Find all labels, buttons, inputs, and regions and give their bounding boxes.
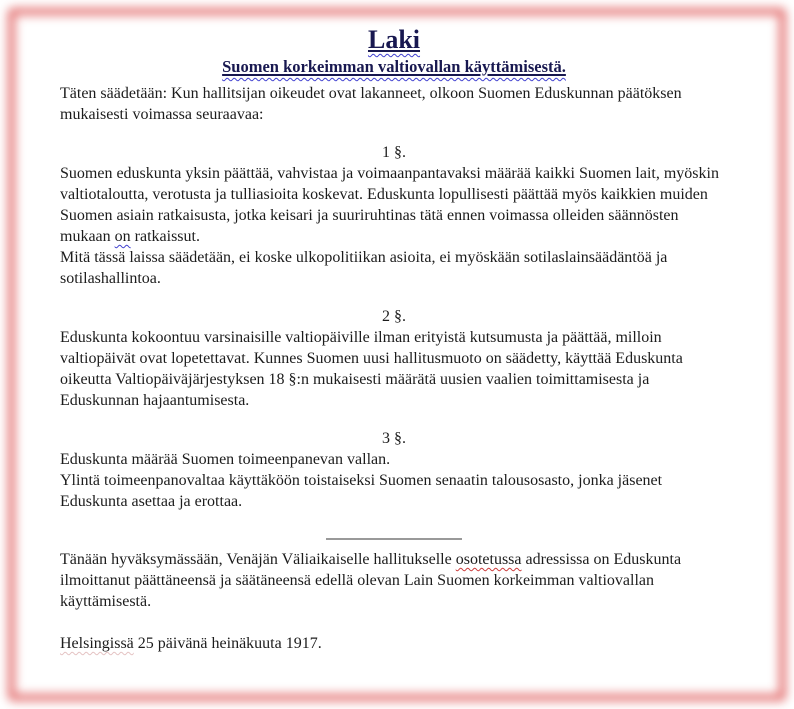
spelling-flagged-word: Helsingissä <box>60 635 134 652</box>
paragraph-text: Tänään hyväksymässään, Venäjän Väliaikaiselle hallitukselle <box>60 551 456 568</box>
paragraph-text: adressissa on Eduskunta ilmoittanut päättäneensä ja säätäneensä edellä olevan Lain Suomen korkeimman valtiovallan käyttämisestä. <box>60 551 682 610</box>
document-subtitle-text: Suomen korkeimman valtiovallan käyttämisestä. <box>222 57 566 76</box>
spelling-flagged-word: osotetussa <box>455 551 522 568</box>
paragraph-text: Suomen eduskunta yksin päättää, vahvistaa ja voimaanpantavaksi määrää kaikki Suomen lait, myöskin valtiotaloutta, verotusta ja tulliasioita koskevat. Eduskunta lopullisesti päättää myös kaikkien muiden Suomen asiain ratkaisusta, jotka keisari ja suuriruhtinas tätä ennen voimassa olleiden säännösten mukaan <box>60 165 719 245</box>
section-3-paragraph-1: Eduskunta määrää Suomen toimeenpanevan vallan. <box>60 451 391 468</box>
grammar-flagged-word: on <box>114 228 131 245</box>
document-subtitle <box>60 56 728 77</box>
grammar-squiggle <box>222 57 566 76</box>
document-title <box>60 26 728 54</box>
paragraph-text: ratkaissut. <box>130 228 200 245</box>
section-1-paragraph-1 <box>60 163 728 247</box>
section-2-paragraph-1: Eduskunta kokoontuu varsinaisille valtiopäiville ilman erityistä kutsumusta ja päättää, milloin valtiopäivät ovat lopetettavat. Kunnes Suomen uusi hallitusmuoto on säädetty, käyttää Eduskunta oikeutta Valtiopäiväjärjestyksen 18 §:n mukaisesti määrätä uusien vaalien toimittamisesta ja Eduskunnan hajaantumisesta. <box>60 329 683 409</box>
section-1-heading: 1 §. <box>382 144 406 161</box>
section-3-paragraph-2: Ylintä toimeenpanovaltaa käyttäköön toistaiseksi Suomen senaatin talousosasto, jonka jäsenet Eduskunta asettaa ja erottaa. <box>60 472 663 510</box>
date-text: 25 päivänä heinäkuuta 1917. <box>133 635 322 652</box>
section-3-heading: 3 §. <box>382 430 406 447</box>
document-title-text: Laki <box>367 25 421 54</box>
section-1-paragraph-2: Mitä tässä laissa säädetään, ei koske ulkopolitiikan asioita, ei myöskään sotilaslainsäädäntöä ja sotilashallintoa. <box>60 249 668 287</box>
date-line <box>60 633 728 654</box>
grammar-squiggle <box>368 25 420 54</box>
section-2-heading: 2 §. <box>382 308 406 325</box>
intro-paragraph: Täten säädetään: Kun hallitsijan oikeudet ovat lakanneet, olkoon Suomen Eduskunnan päätöksen mukaisesti voimassa seuraavaa: <box>60 85 682 123</box>
closing-paragraph <box>60 549 728 612</box>
horizontal-separator <box>326 538 462 540</box>
